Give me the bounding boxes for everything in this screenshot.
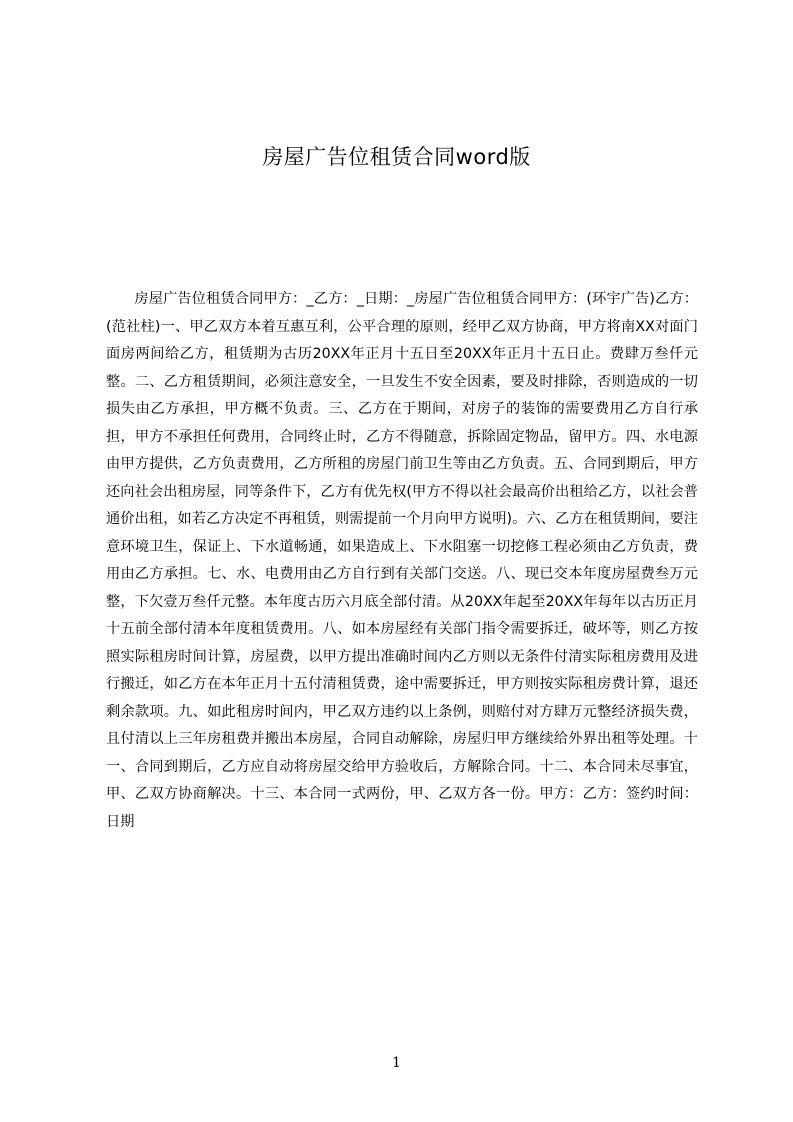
document-body-paragraph: 房屋广告位租赁合同甲方：_乙方：_日期：_房屋广告位租赁合同甲方：(环宇广告)乙方：(范社柱)一、甲乙双方本着互惠互利，公平合理的原则，经甲乙双方协商，甲方将南XX对面门面房两间给乙方，租赁期为古历20XX年正月十五日至20XX年正月十五日止。费肆万叁仟元整。二、乙方租赁期间，必须注意安全，一旦发生不安全因素，要及时排除，否则造成的一切损失由乙方承担，甲方概不负责。三、乙方在于期间，对房子的装饰的需要费用乙方自行承担，甲方不承担任何费用，合同终止时，乙方不得随意，拆除固定物品，留甲方。四、水电源由甲方提供，乙方负责费用，乙方所租的房屋门前卫生等由乙方负责。五、合同到期后，甲方还向社会出租房屋，同等条件下，乙方有优先权(甲方不得以社会最高价出租给乙方，以社会普通价出租，如若乙方决定不再租赁，则需提前一个月向甲方说明)。六、乙方在租赁期间，要注意环境卫生，保证上、下水道畅通，如果造成上、下水阻塞一切挖修工程必须由乙方负责，费用由乙方承担。七、水、电费用由乙方自行到有关部门交送。八、现已交本年度房屋费叁万元整，下欠壹万叁仟元整。本年度古历六月底全部付清。从20XX年起至20XX年每年以古历正月十五前全部付清本年度租赁费用。八、如本房屋经有关部门指令需要拆迁，破坏等，则乙方按照实际租房时间计算，房屋费，以甲方提出准确时间内乙方则以无条件付清实际租房费用及进行搬迁，如乙方在本年正月十五付清租赁费，途中需要拆迁，甲方则按实际租房费计算，退还剩余款项。九、如此租房时间内，甲乙双方违约以上条例，则赔付对方肆万元整经济损失费，且付清以上三年房租费并搬出本房屋，合同自动解除，房屋归甲方继续给外界出租等处理。十一、合同到期后，乙方应自动将房屋交给甲方验收后，方解除合同。十二、本合同未尽事宜，甲、乙双方协商解决。十三、本合同一式两份，甲、乙双方各一份。甲方：乙方：签约时间：日期 (106, 291, 698, 830)
page-number: 1 (392, 1055, 401, 1071)
document-title: 房屋广告位租赁合同word版 (262, 145, 531, 169)
